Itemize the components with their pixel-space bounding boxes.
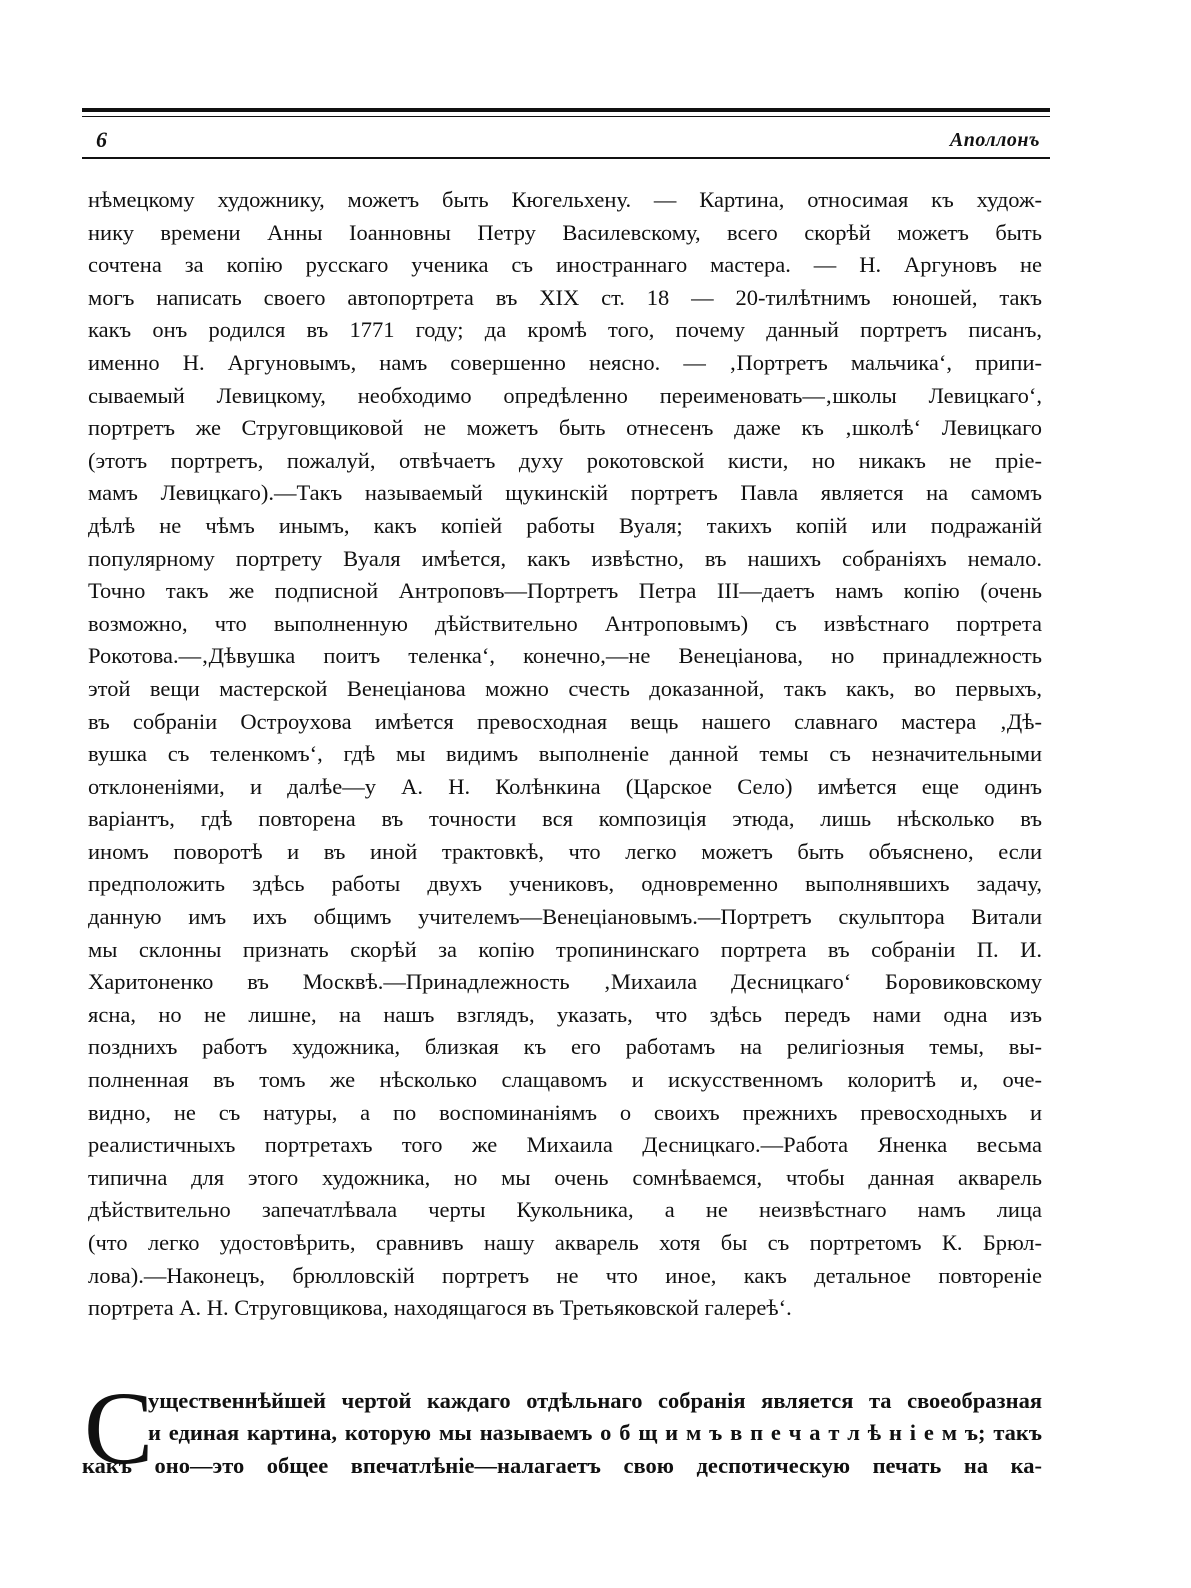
text-line: популярному портрету Вуаля имѣется, какъ извѣстно, въ нашихъ собранiяхъ немало.	[88, 545, 1042, 571]
text-line: дѣйствительно запечатлѣвала черты Кукольника, а не неизвѣстнаго намъ лица	[88, 1197, 1042, 1223]
text-line: (что легко удостовѣрить, сравнивъ нашу акварель хотя бы съ портретомъ К. Брюл-	[88, 1230, 1042, 1255]
running-title: Аполлонъ	[949, 129, 1040, 151]
text-line: этой вещи мастерской Венецiанова можно счесть доказанной, такъ какъ, во первыхъ,	[88, 675, 1042, 701]
text-line: въ собранiи Остроухова имѣется превосходная вещь нашего славнаго мастера ‚Дѣ-	[88, 708, 1042, 734]
text-line: возможно, что выполненную дѣйствительно Антроповымъ) съ извѣстнаго портрета	[88, 610, 1042, 636]
section-text-line: ущественнѣйшей чертой каждаго отдѣльнаго собранiя является та своеобразная	[148, 1387, 1042, 1413]
text-line: дѣлѣ не чѣмъ инымъ, какъ копiей работы Вуаля; такихъ копiй или подражанiй	[88, 512, 1042, 538]
text-line: типична для этого художника, но мы очень сомнѣваемся, чтобы данная акварель	[88, 1164, 1042, 1190]
text-line: портрета А. Н. Струговщикова, находящагося въ Третьяковской галереѣ‘.	[88, 1295, 792, 1321]
text-line: полненная въ томъ же нѣсколько слащавомъ и искусственномъ колоритѣ и, оче-	[88, 1067, 1042, 1093]
text-line: портретъ же Струговщиковой не можетъ быть отнесенъ даже къ ‚школѣ‘ Левицкаго	[88, 415, 1042, 441]
text-line: отклоненiями, и далѣе—у А. Н. Колѣнкина (Царское Село) имѣется еще одинъ	[88, 773, 1042, 799]
text-line: какъ онъ родился въ 1771 году; да кромѣ того, почему данный портретъ писанъ,	[88, 317, 1042, 343]
text-line: сываемый Левицкому, необходимо опредѣленно переименовать—‚школы Левицкаго‘,	[88, 382, 1042, 408]
text-line: реалистичныхъ портретахъ того же Михаила Десницкаго.—Работа Яненка весьма	[88, 1132, 1042, 1158]
text-line: (этотъ портретъ, пожалуй, отвѣчаетъ духу рокотовской кисти, но никакъ не прiе-	[88, 447, 1042, 473]
page-number: 6	[96, 127, 107, 152]
text-line: Точно такъ же подписной Антроповъ—Портретъ Петра III—даетъ намъ копiю (очень	[88, 578, 1042, 604]
text-line: видно, не съ натуры, а по воспоминанiямъ о своихъ прежнихъ превосходныхъ и	[88, 1099, 1042, 1125]
drop-cap: С	[84, 1370, 154, 1486]
section-lines	[82, 1385, 1042, 1483]
section-text-line: какъ оно—это общее впечатлѣнiе—налагаетъ свою деспотическую печать на ка-	[82, 1452, 1042, 1478]
text-line: нѣмецкому художнику, можетъ быть Кюгельхену. — Картина, относимая къ худож-	[88, 187, 1042, 212]
section-paragraph	[82, 1370, 1042, 1486]
text-line: могъ написать своего автопортрета въ XIX ст. 18 — 20-тилѣтнимъ юношей, такъ	[88, 284, 1042, 310]
text-line: позднихъ работъ художника, близкая къ его работамъ на религiозныя темы, вы-	[88, 1034, 1042, 1060]
text-line: вушка съ теленкомъ‘, гдѣ мы видимъ выполненiе данной темы съ незначительными	[88, 741, 1042, 767]
text-line: предположить здѣсь работы двухъ учениковъ, одновременно выполнявшихъ задачу,	[88, 871, 1042, 897]
text-line: данную имъ ихъ общимъ учителемъ—Венецiановымъ.—Портретъ скульптора Витали	[88, 904, 1042, 930]
text-line: иномъ поворотѣ и въ иной трактовкѣ, что легко можетъ быть объяснено, если	[88, 838, 1042, 864]
top-double-rule	[82, 108, 1050, 112]
text-line: варiантъ, гдѣ повторена въ точности вся композицiя этюда, лишь нѣсколько въ	[88, 806, 1042, 832]
header-rule	[82, 157, 1050, 159]
body-text	[82, 184, 1042, 1325]
running-head	[82, 117, 1050, 157]
text-line: лова).—Наконецъ, брюлловскiй портретъ не что иное, какъ детальное повторенiе	[88, 1262, 1042, 1288]
text-line: Харитоненко въ Москвѣ.—Принадлежность ‚Михаила Десницкаго‘ Боровиковскому	[88, 969, 1042, 995]
text-line: Рокотова.—‚Дѣвушка поитъ теленка‘, конечно,—не Венецiанова, но принадлежность	[88, 643, 1042, 669]
text-line: мы склонны признать скорѣй за копiю тропининскаго портрета въ собранiи П. И.	[88, 936, 1042, 962]
text-line: мамъ Левицкаго).—Такъ называемый щукинскiй портретъ Павла является на самомъ	[88, 480, 1042, 506]
page	[82, 108, 1050, 1486]
text-line: ясна, но не лишне, на нашъ взглядъ, указать, что здѣсь передъ нами одна изъ	[88, 1001, 1042, 1027]
section-text-line: и единая картина, которую мы называемъ о б щ и м ъ в п е ч а т л ѣ н і е м ъ; такъ	[148, 1420, 1042, 1446]
text-line: сочтена за копію русскаго ученика съ иностраннаго мастера. — Н. Аргуновъ не	[88, 252, 1042, 278]
text-line: нику времени Анны Іоанновны Петру Василевскому, всего скорѣй можетъ быть	[88, 219, 1042, 245]
text-line: именно Н. Аргуновымъ, намъ совершенно неясно. — ‚Портретъ мальчика‘, припи-	[88, 349, 1042, 375]
